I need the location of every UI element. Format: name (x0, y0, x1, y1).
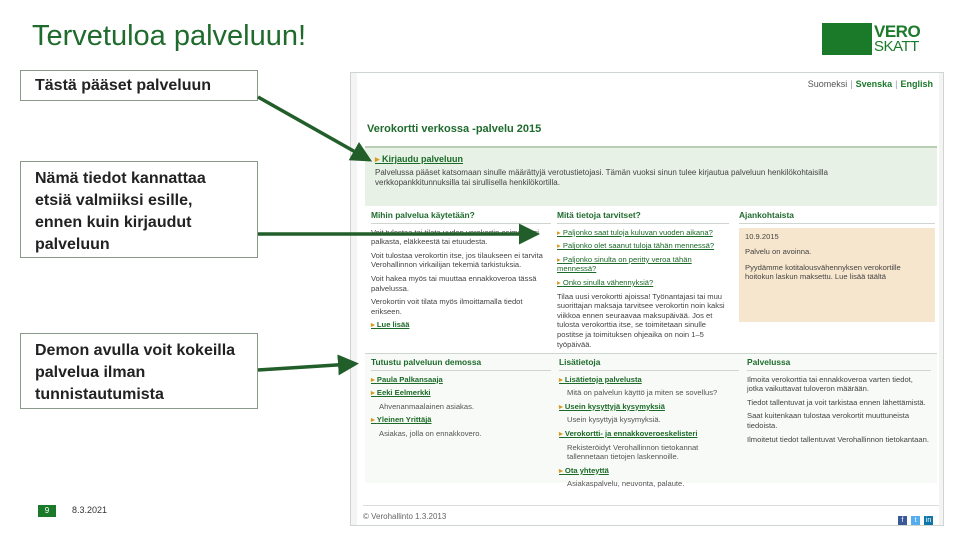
language-switch: Suomeksi | Svenska | English (807, 79, 933, 89)
more-info-description: Usein kysyttyjä kysymyksiä. (567, 415, 661, 425)
in-service-heading: Palvelussa (747, 358, 931, 371)
news-item: Palvelu on avoinna. (745, 247, 812, 257)
read-more-link[interactable]: ▸ Lue lisää (371, 320, 551, 330)
needed-info-link[interactable]: ▸ Paljonko saat tuloja kuluvan vuoden aikana? (557, 228, 729, 238)
screenshot-title: Verokortti verkossa -palvelu 2015 (367, 123, 542, 135)
demo-link[interactable]: ▸ Paula Palkansaaja (371, 375, 551, 385)
twitter-icon[interactable]: t (911, 516, 920, 525)
logo-line1: VERO (874, 22, 921, 41)
page-number: 9 (38, 505, 56, 517)
in-service-text: Ilmoitetut tiedot tallentuvat Verohallinnon tietokantaan. (747, 434, 929, 444)
in-service-text: Ilmoita verokorttia tai ennakkoveroa varten tiedot, jotka vaikuttavat tuloveron määrään. (747, 374, 913, 394)
usage-text: Voit tulostaa tai tilata uuden verokortin esimerkiksi palkasta, eläkkeestä tai etuudesta. (371, 227, 539, 247)
login-description: Palvelussa pääset katsomaan sinulle määrättyjä verotustietojasi. Tämän vuoksi sinun tulee kirjautua palveluun henkilökohtaisilla verkkopankkitunnuksilla tai sirullisella henkilökortilla. (375, 168, 828, 187)
more-info-link[interactable]: ▸ Usein kysyttyjä kysymyksiä (559, 402, 739, 412)
more-info-description: Rekisteröidyt Verohallinnon tietokannat tallennetaan tietojen laskennoille. (567, 442, 699, 462)
more-info-link[interactable]: ▸ Lisätietoja palvelusta (559, 375, 739, 385)
linkedin-icon[interactable]: in (925, 517, 932, 524)
needed-info-text: Tilaa uusi verokortti ajoissa! Työnantajasi tai muu suorittajan maksaja tarvitsee verokortin noin kaksi viikkoa ennen seuraavaa maksupäivää. Jos et tulosta verokorttia itse, se toimitetaan sinulle postitse ja toimituksen ohjeaika on noin 1–5 työpäivää. (557, 291, 725, 349)
lang-fi[interactable]: Suomeksi (807, 79, 848, 89)
callout-demo: Demon avulla voit kokeilla palvelua ilman tunnistautumista (20, 333, 258, 409)
arrow-demo (258, 364, 352, 370)
lang-sv[interactable]: Svenska (855, 79, 893, 89)
screenshot-footer: © Verohallinto 1.3.2013 (363, 505, 939, 521)
news-date: 10.9.2015 (745, 231, 779, 241)
callout-login: Tästä pääset palveluun (20, 70, 258, 101)
lang-en[interactable]: English (900, 79, 933, 89)
in-service-text: Saat kuitenkaan tulostaa verokortit muuttuneista tiedoista. (747, 411, 910, 430)
more-info-link[interactable]: ▸ Ota yhteyttä (559, 466, 739, 476)
slide-date: 8.3.2021 (72, 505, 108, 515)
slide-title: Tervetuloa palveluun! (32, 20, 307, 52)
more-info-heading: Lisätietoja (559, 358, 739, 371)
needed-info-heading: Mitä tietoja tarvitset? (557, 211, 729, 224)
arrow-login (258, 97, 366, 158)
usage-text: Verokortin voit tilata myös ilmoittamalla tiedot erikseen. (371, 297, 523, 316)
demo-description: Ahvenanmaalainen asiakas. (379, 401, 474, 411)
news-item: Pyydämme kotitalousvähennyksen verokortille hoitokun laskun maksettu. Lue lisää täältä (745, 262, 901, 282)
facebook-icon[interactable]: f (898, 516, 907, 525)
callout-prepare-info: Nämä tiedot kannattaa etsiä valmiiksi esille, ennen kuin kirjaudut palveluun (20, 161, 258, 258)
in-service-text: Tiedot tallentuvat ja voit tarkistaa ennen lähettämistä. (747, 397, 926, 407)
usage-heading: Mihin palvelua käytetään? (371, 211, 551, 224)
usage-text: Voit tulostaa verokortin itse, jos tilaukseen ei tarvita Verohallinnon virkailijan tekemiä tarkistuksia. (371, 250, 543, 270)
demo-description: Asiakas, jolla on ennakkovero. (379, 428, 482, 438)
demo-link[interactable]: ▸ Eeki Eelmerkki (371, 388, 551, 398)
demo-heading: Tutustu palveluun demossa (371, 358, 551, 371)
news-heading: Ajankohtaista (739, 211, 935, 224)
needed-info-link[interactable]: ▸ Paljonko olet saanut tuloja tähän mennessä? (557, 241, 729, 251)
needed-info-link[interactable]: ▸ Onko sinulla vähennyksiä? (557, 278, 729, 288)
login-link[interactable]: ▸ Kirjaudu palveluun (375, 154, 927, 165)
needed-info-link[interactable]: ▸ Paljonko sinulta on peritty veroa tähän mennessä? (557, 255, 729, 274)
more-info-description: Mitä on palvelun käyttö ja miten se sovellus? (567, 388, 718, 398)
demo-link[interactable]: ▸ Yleinen Yrittäjä (371, 415, 551, 425)
logo-line2: SKATT (874, 38, 919, 55)
usage-text: Voit hakea myös tai muuttaa ennakkoveroa tässä palvelussa. (371, 273, 537, 293)
more-info-description: Asiakaspalvelu, neuvonta, palaute. (567, 479, 685, 489)
more-info-link[interactable]: ▸ Verokortti- ja ennakkoveroeskelisteri (559, 429, 739, 439)
